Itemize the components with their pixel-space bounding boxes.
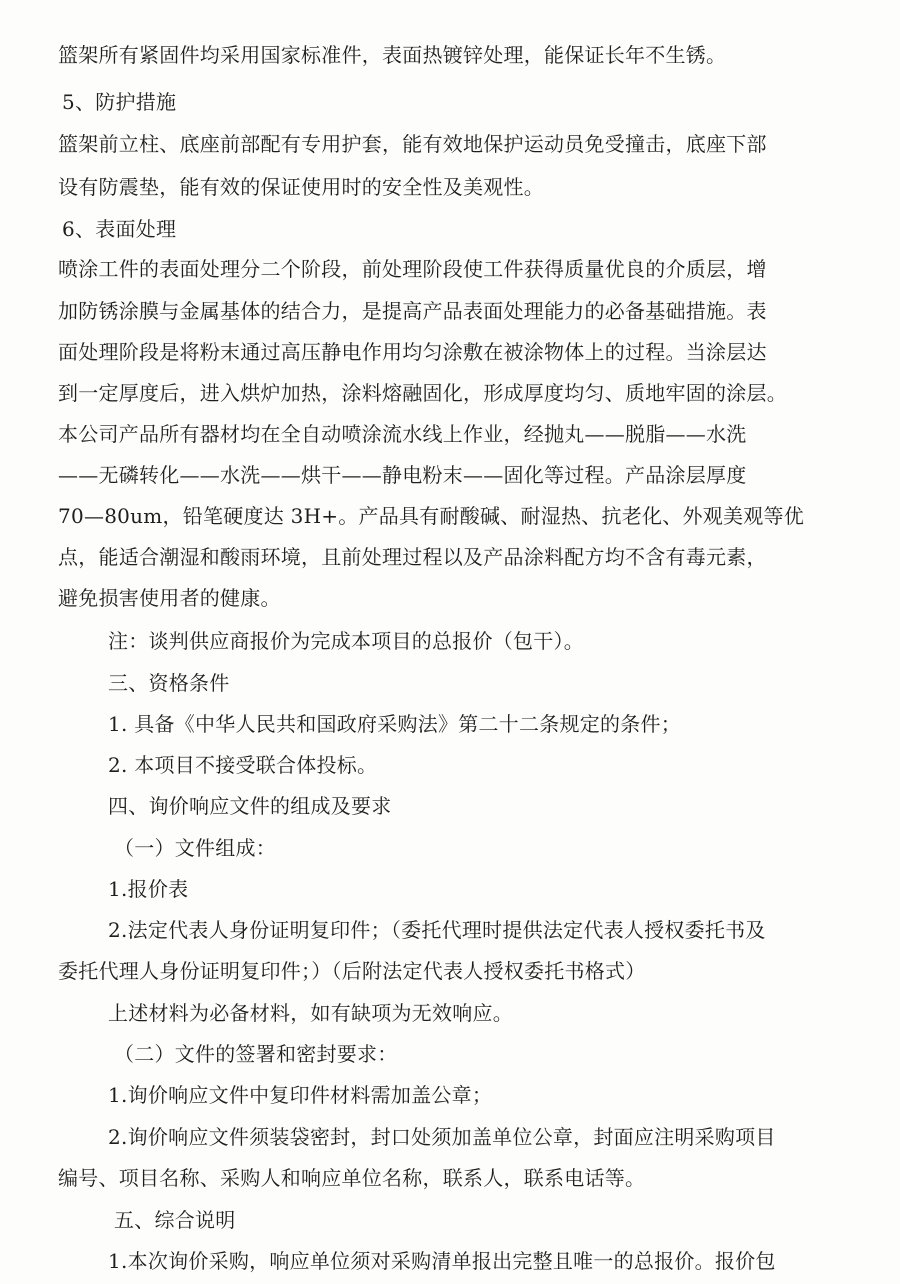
text-line: 委托代理人身份证明复印件；）（后附法定代表人授权委托书格式） <box>58 959 646 983</box>
text-line: 篮架所有紧固件均采用国家标准件，表面热镀锌处理，能保证长年不生锈。 <box>58 43 727 67</box>
subsection-heading: （二）文件的签署和密封要求： <box>114 1042 398 1066</box>
subsection-heading: （一）文件组成： <box>114 836 276 860</box>
list-item: 2.法定代表人身份证明复印件；（委托代理时提供法定代表人授权委托书及 <box>108 918 766 942</box>
note-line: 注：谈判供应商报价为完成本项目的总报价（包干）。 <box>108 629 584 653</box>
text-line: 避免损害使用者的健康。 <box>58 586 281 610</box>
list-item: 2. 本项目不接受联合体投标。 <box>108 753 378 777</box>
section-heading: 三、资格条件 <box>108 671 230 695</box>
text-line: 编号、项目名称、采购人和响应单位名称，联系人，联系电话等。 <box>58 1166 646 1190</box>
section-heading: 四、询价响应文件的组成及要求 <box>108 794 392 818</box>
text-line: 面处理阶段是将粉末通过高压静电作用均匀涂敷在被涂物体上的过程。当涂层达 <box>58 340 767 364</box>
section-heading: 6、表面处理 <box>62 217 177 241</box>
text-line: ——无磷转化——水洗——烘干——静电粉末——固化等过程。产品涂层厚度 <box>58 463 747 487</box>
section-heading: 五、综合说明 <box>114 1208 236 1232</box>
text-line: 加防锈涂膜与金属基体的结合力，是提高产品表面处理能力的必备基础措施。表 <box>58 299 767 323</box>
text-line: 到一定厚度后，进入烘炉加热，涂料熔融固化，形成厚度均匀、质地牢固的涂层。 <box>58 381 787 405</box>
text-line: 喷涂工件的表面处理分二个阶段，前处理阶段使工件获得质量优良的介质层，增 <box>58 257 767 281</box>
list-item: 1.报价表 <box>108 877 189 901</box>
text-line: 上述材料为必备材料，如有缺项为无效响应。 <box>108 1001 513 1025</box>
list-item: 2.询价响应文件须装袋密封，封口处须加盖单位公章，封面应注明采购项目 <box>108 1125 776 1149</box>
list-item: 1.本次询价采购，响应单位须对采购清单报出完整且唯一的总报价。报价包 <box>108 1249 776 1273</box>
text-line: 设有防震垫，能有效的保证使用时的安全性及美观性。 <box>58 175 544 199</box>
text-line: 70—80um，铅笔硬度达 3H+。产品具有耐酸碱、耐湿热、抗老化、外观美观等优 <box>58 504 805 528</box>
list-item: 1. 具备《中华人民共和国政府采购法》第二十二条规定的条件； <box>108 712 681 736</box>
text-line: 本公司产品所有器材均在全自动喷涂流水线上作业，经抛丸——脱脂——水洗 <box>58 422 747 446</box>
section-heading: 5、防护措施 <box>62 90 177 114</box>
text-line: 篮架前立柱、底座前部配有专用护套，能有效地保护运动员免受撞击，底座下部 <box>58 132 767 156</box>
text-line: 点，能适合潮湿和酸雨环境，且前处理过程以及产品涂料配方均不含有毒元素， <box>58 545 767 569</box>
list-item: 1.询价响应文件中复印件材料需加盖公章； <box>108 1083 493 1107</box>
